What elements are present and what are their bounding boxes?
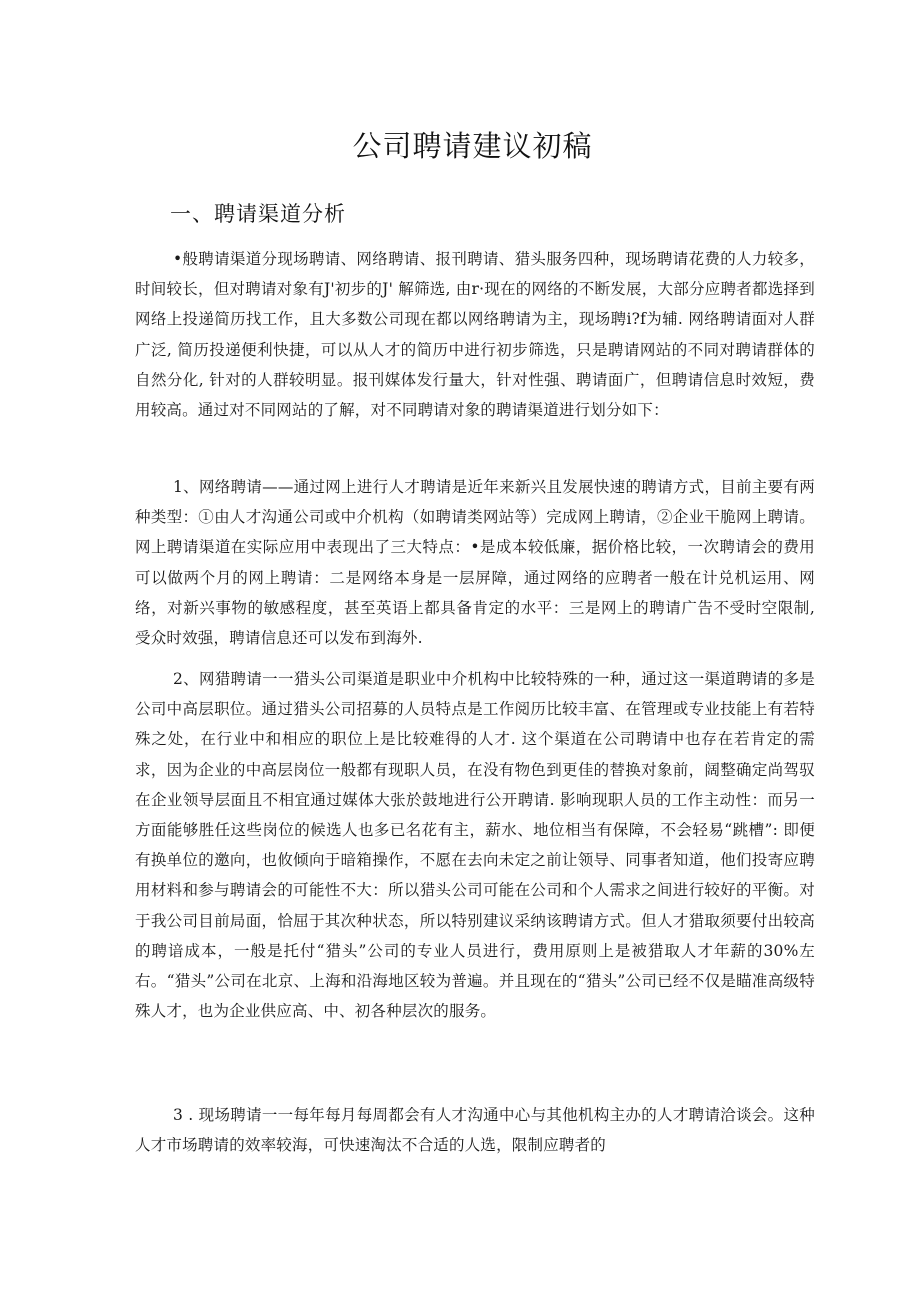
paragraph-onsite-recruiting: 3 . 现场聘请一一每年每月每周都会有人才沟通中心与其他机构主办的人才聘请洽谈会。这种人才市场聘请的效率较海，可快速淘汰不合适的人选，限制应聘者的 [135,1106,815,1155]
paragraph-headhunter-recruiting: 2、网猎聘请一一猎头公司渠道是职业中介机构中比较特殊的一种，通过这一渠道聘请的多是公司中高层职位。通过猎头公司招募的人员特点是工作阅历比较丰富、在管理或专业技能上有若特殊之处，在行业中和相应的职位上是比较难得的人才. 这个渠道在公司聘请中也存在若肯定的需求，因为企业的中高层岗位一般都有现职人员，在没有物色到更佳的替换对象前，阔整确定尚驾驭在企业领导层面且不相宜通过媒体大张於鼓地进行公开聘请. 影响现职人员的工作主动性：而另一方面能够胜任这些岗位的候选人也多已名花有主，薪水、地位相当有保障，不会轻易“跳槽”: 即便有换单位的邀向，也攸倾向于暗箱操作，不愿在去向未定之前让领导、同事者知道，他们投寄应聘用材料和参与聘请会的可能性不大：所以猎头公司可能在公司和个人需求之间进行较好的平衡。对于我公司目前局面，恰屈于其次种状态，所以特别建议采纳该聘请方式。但人才猎取须要付出较高的聘谙成本，一般是托付“猎头”公司的专业人员进行，费用原则上是被猎取人才年薪的30%左右。“猎头”公司在北京、上海和沿海地区较为普遍。并且现在的“猎头”公司已经不仅是瞄准高级特殊人才，也为企业供应高、中、初各种层次的服务。 [135,670,815,1021]
section-heading: 一、聘请渠道分析 [170,202,346,226]
paragraph-network-recruiting: 1、网络聘请——通过网上进行人才聘请是近年来新兴且发展快速的聘请方式，目前主要有两种类型：①由人才沟通公司或中介机构（如聘请类网站等）完成网上聘请，②企业干脆网上聘请。网上聘请渠道在实际应用中表现出了三大特点：•是成本较低廉，据价格比较，一次聘请会的费用可以做两个月的网上聘请：二是网络本身是一层屏障，通过网络的应聘者一般在计兑机运用、网络，对新兴事物的敏感程度，甚至英语上都具备肯定的水平：三是网上的聘请广告不受时空限制, 受众时效强，聘请信息还可以发布到海外. [135,478,815,648]
paragraph-intro: •般聘请渠道分现场聘请、网络聘请、报刊聘请、猎头服务四种，现场聘请花费的人力较多，时间较长，但对聘请对象有J'初步的J' 解筛选, 由r·现在的网络的不断发展，大部分应聘者都选择到网络上投递简历找工作，且大多数公司现在都以网络聘请为主，现场聘i?f为辅. 网络聘请面对人群广泛, 简历投递便利快捷，可以从人才的简历中进行初步筛选，只是聘请网站的不同对聘请群体的自然分化, 针对的人群较明显。报刊媒体发行量大，针对性强、聘请面广，但聘请信息时效短，费用较高。通过对不同网站的了解，对不同聘请对象的聘请渠道进行划分如下： [135,250,815,420]
document-title: 公司聘请建议初稿 [352,129,593,163]
